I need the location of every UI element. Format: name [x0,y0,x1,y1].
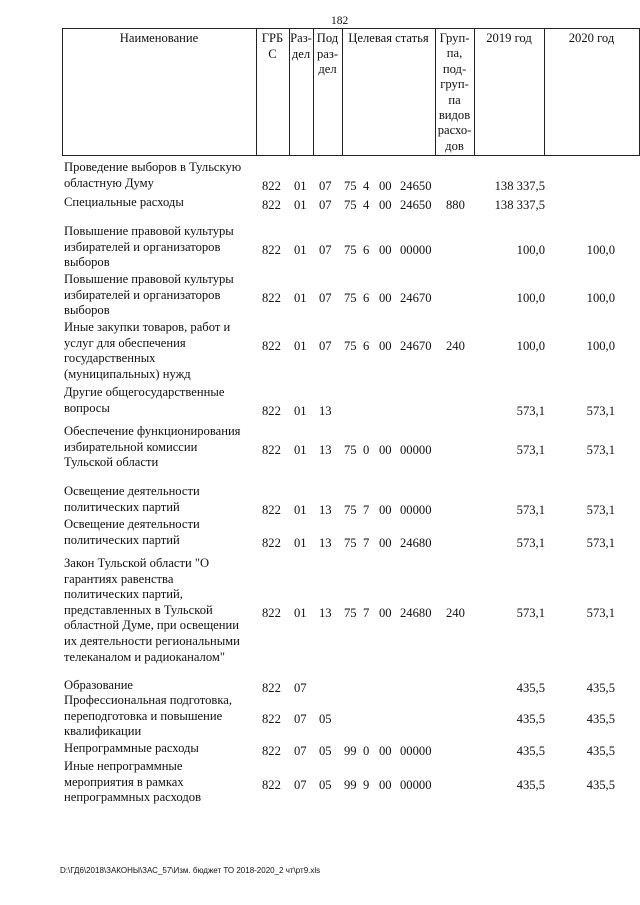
cell-sub: 05 [319,777,332,792]
cell-sub: 13 [319,502,332,517]
cell-t4: 00000 [400,744,432,758]
cell-grp: 240 [446,605,465,620]
cell-t2: 0 [363,442,370,457]
row-name: Повышение правовой культуры избирателей и организаторов выборов [64,224,234,270]
cell-t3: 00 [379,605,392,620]
cell-y2020: 573,1 [586,535,615,550]
cell-grbs: 822 [262,744,281,758]
cell-t4: 24680 [400,605,432,620]
cell-grbs: 822 [262,442,281,457]
cell-y2020: 573,1 [586,442,615,457]
header-expense-group: Груп- па, под- груп- па видов расхо- дов [437,31,472,153]
cell-t2: 7 [363,605,370,620]
cell-t4: 00000 [400,242,432,257]
cell-grbs: 822 [262,338,281,353]
cell-sec: 01 [294,178,307,193]
cell-y2019: 100,0 [516,242,545,257]
row-name: Непрограммные расходы [64,741,199,755]
cell-grbs: 822 [262,711,281,726]
cell-sub: 07 [319,242,332,257]
cell-sec: 01 [294,242,307,257]
row-name: Повышение правовой культуры избирателей и организаторов выборов [64,272,234,318]
cell-t3: 00 [379,744,392,758]
cell-t3: 00 [379,535,392,550]
cell-grbs: 822 [262,777,281,792]
cell-sec: 01 [294,198,307,212]
cell-t2: 6 [363,338,370,353]
cell-sec: 07 [294,681,307,695]
cell-t1: 75 [344,502,357,517]
cell-sec: 01 [294,605,307,620]
cell-sec: 01 [294,403,307,418]
cell-sec: 01 [294,535,307,550]
table-header [62,28,640,156]
cell-sub: 13 [319,605,332,620]
cell-sub: 07 [319,178,332,193]
header-name: Наименование [119,31,199,45]
cell-t2: 0 [363,744,370,758]
cell-y2019: 573,1 [516,442,545,457]
cell-sub: 05 [319,711,332,726]
cell-sec: 07 [294,777,307,792]
cell-t4: 24650 [400,198,432,212]
row-name: Освещение деятельности политических партий [64,484,200,514]
cell-y2019: 100,0 [516,338,545,353]
cell-t1: 75 [344,338,357,353]
cell-t1: 75 [344,178,357,193]
cell-t1: 75 [344,290,357,305]
header-section: Раз- дел [290,31,312,61]
cell-grbs: 822 [262,605,281,620]
cell-y2019: 100,0 [516,290,545,305]
page-number: 182 [331,15,349,27]
cell-y2019: 435,5 [516,777,545,792]
cell-y2019: 435,5 [516,711,545,726]
cell-grbs: 822 [262,535,281,550]
cell-t3: 00 [379,442,392,457]
cell-sub: 07 [319,338,332,353]
cell-t4: 00000 [400,442,432,457]
header-grbs: ГРБ С [261,31,284,61]
cell-y2020: 435,5 [586,744,615,758]
cell-y2019: 435,5 [516,744,545,758]
cell-t2: 6 [363,242,370,257]
cell-sub: 07 [319,198,332,212]
cell-t2: 7 [363,502,370,517]
row-name: Профессиональная подготовка, переподготовка и повышение квалификации [64,693,233,739]
cell-grbs: 822 [262,681,281,695]
row-name: Обеспечение функционирования избирательной комиссии Тульской области [64,424,241,470]
cell-sub: 07 [319,290,332,305]
cell-y2019: 573,1 [516,502,545,517]
cell-y2020: 100,0 [586,242,615,257]
cell-y2020: 100,0 [586,338,615,353]
cell-t3: 00 [379,502,392,517]
row-name: Иные непрограммные мероприятия в рамках непрограммных расходов [64,759,202,805]
cell-sec: 07 [294,711,307,726]
cell-y2020: 573,1 [586,605,615,620]
cell-t3: 00 [379,198,392,212]
cell-grbs: 822 [262,502,281,517]
cell-t2: 4 [363,198,370,212]
cell-grbs: 822 [262,290,281,305]
header-subsection: Под раз- дел [316,31,339,77]
cell-t1: 75 [344,605,357,620]
row-name: Другие общегосударственные вопросы [64,385,225,415]
cell-t3: 00 [379,338,392,353]
cell-y2019: 573,1 [516,535,545,550]
cell-y2019: 138 337,5 [494,198,545,212]
cell-t1: 75 [344,442,357,457]
cell-sec: 01 [294,442,307,457]
cell-t4: 00000 [400,502,432,517]
cell-y2020: 100,0 [586,290,615,305]
cell-t3: 00 [379,290,392,305]
cell-y2019: 573,1 [516,403,545,418]
cell-t4: 24680 [400,535,432,550]
cell-y2020: 573,1 [586,403,615,418]
row-name: Проведение выборов в Тульскую областную Думу [64,160,242,190]
cell-sec: 01 [294,290,307,305]
cell-t1: 99 [344,744,357,758]
cell-grbs: 822 [262,242,281,257]
cell-y2020: 573,1 [586,502,615,517]
cell-y2019: 573,1 [516,605,545,620]
cell-sub: 05 [319,744,332,758]
cell-t3: 00 [379,777,392,792]
cell-y2019: 435,5 [516,681,545,695]
cell-grp: 240 [446,338,465,353]
header-target-article: Целевая статья [348,31,429,45]
header-2019: 2019 год [486,31,532,45]
cell-t1: 75 [344,198,357,212]
cell-sub: 13 [319,403,332,418]
cell-y2020: 435,5 [586,777,615,792]
row-name: Образование [64,678,134,692]
cell-grbs: 822 [262,403,281,418]
cell-y2020: 435,5 [586,681,615,695]
cell-t1: 99 [344,777,357,792]
row-name: Иные закупки товаров, работ и услуг для обеспечения государственных (муниципальных) нужд [64,320,231,381]
cell-t3: 00 [379,242,392,257]
header-2020: 2020 год [568,31,615,45]
cell-sec: 07 [294,744,307,758]
cell-t4: 00000 [400,777,432,792]
cell-y2019: 138 337,5 [494,178,545,193]
cell-t1: 75 [344,242,357,257]
cell-t3: 00 [379,178,392,193]
cell-sub: 13 [319,535,332,550]
cell-sec: 01 [294,502,307,517]
cell-t4: 24670 [400,290,432,305]
cell-t2: 7 [363,535,370,550]
cell-t2: 4 [363,178,370,193]
cell-sub: 13 [319,442,332,457]
cell-t2: 6 [363,290,370,305]
row-name: Освещение деятельности политических партий [64,517,200,547]
cell-sec: 01 [294,338,307,353]
file-path: D:\ГД6\2018\ЗАКОНЫ\ЗАС_57\Изм. бюджет ТО 2018-2020_2 чт\рт9.xls [60,866,321,875]
cell-t4: 24650 [400,178,432,193]
cell-t4: 24670 [400,338,432,353]
cell-t2: 9 [363,777,370,792]
row-name: Специальные расходы [64,195,184,209]
cell-grbs: 822 [262,198,281,212]
cell-grp: 880 [446,198,465,212]
row-name: Закон Тульской области "О гарантиях равенства политических партий, представленных в Тульской областной Думе, при освещении их деятельности региональными телеканалом и радиоканалом" [64,556,240,664]
cell-grbs: 822 [262,178,281,193]
cell-t1: 75 [344,535,357,550]
cell-y2020: 435,5 [586,711,615,726]
